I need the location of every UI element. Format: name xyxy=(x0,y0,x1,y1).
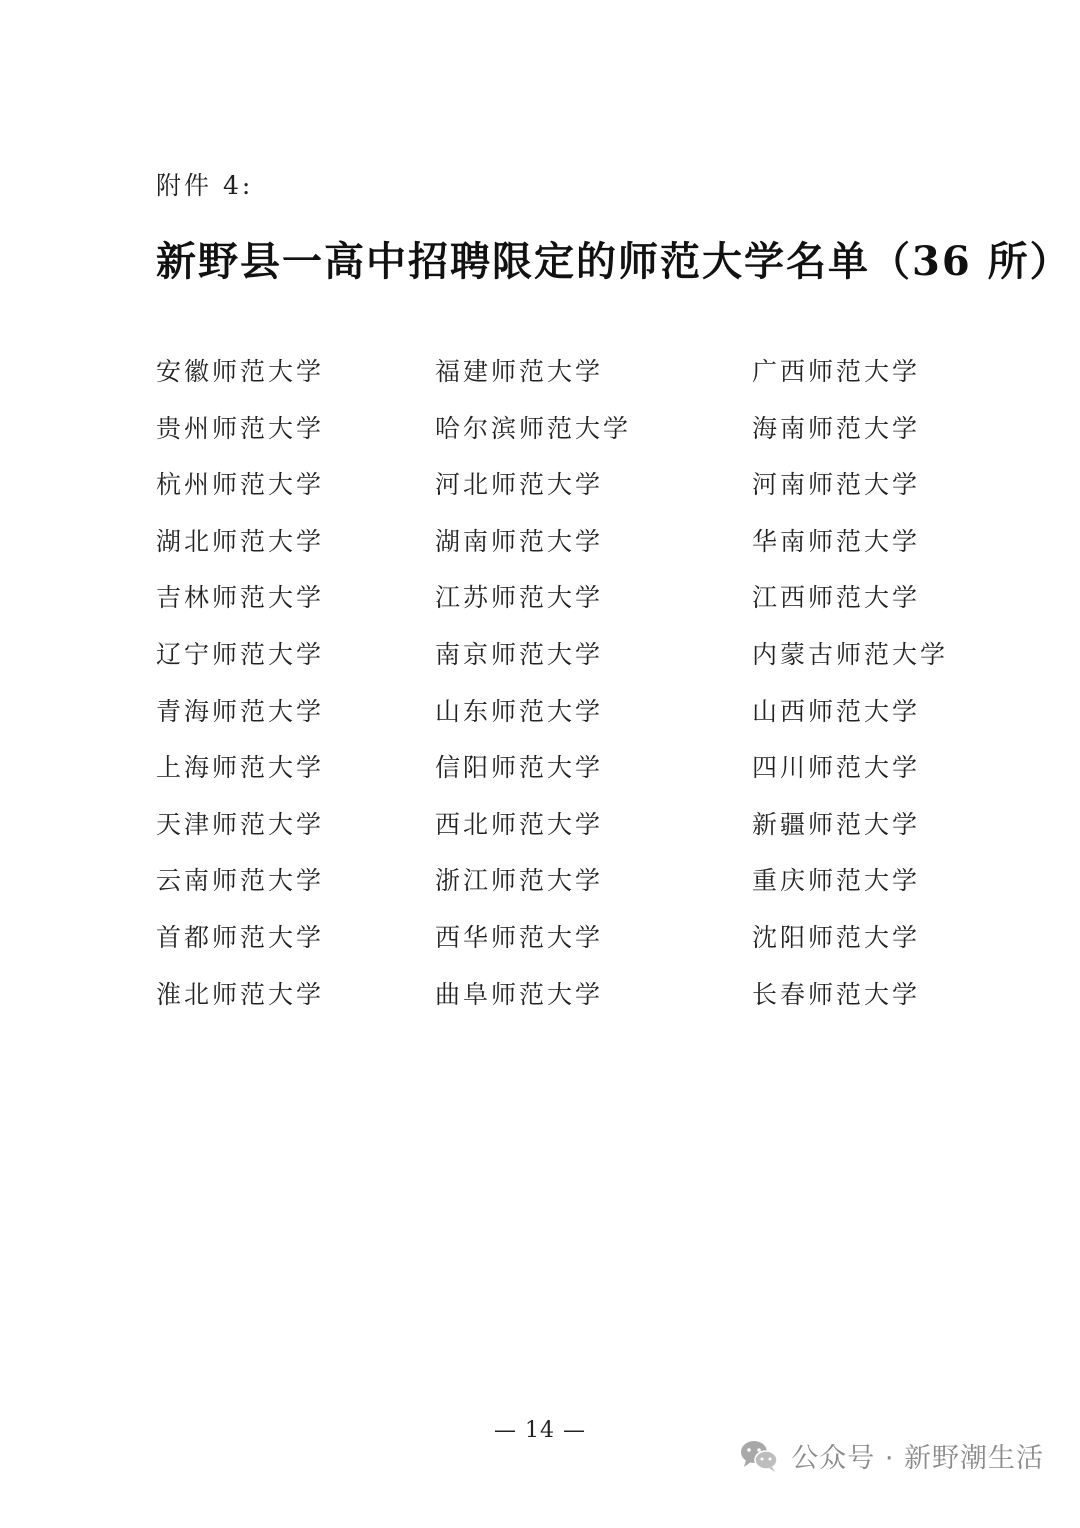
university-row xyxy=(0,409,1080,466)
university-row xyxy=(0,692,1080,749)
university-name: 海南师范大学 xyxy=(752,413,921,443)
university-name: 四川师范大学 xyxy=(752,753,921,783)
university-name: 辽宁师范大学 xyxy=(156,639,325,669)
university-name: 南京师范大学 xyxy=(435,639,604,669)
university-row xyxy=(0,975,1080,1032)
university-name: 湖北师范大学 xyxy=(156,526,325,556)
university-name: 天津师范大学 xyxy=(156,809,325,839)
university-name: 首都师范大学 xyxy=(156,922,325,952)
attachment-label: 附件 4: xyxy=(156,171,254,200)
university-name: 曲阜师范大学 xyxy=(435,979,604,1009)
university-row xyxy=(0,352,1080,409)
university-name: 湖南师范大学 xyxy=(435,526,604,556)
university-name: 青海师范大学 xyxy=(156,696,325,726)
wechat-icon xyxy=(739,1439,779,1473)
university-row xyxy=(0,748,1080,805)
university-row xyxy=(0,805,1080,862)
university-name: 淮北师范大学 xyxy=(156,979,325,1009)
university-name: 福建师范大学 xyxy=(435,357,604,386)
university-name: 西华师范大学 xyxy=(435,922,604,952)
university-name: 云南师范大学 xyxy=(156,866,325,896)
university-name: 河南师范大学 xyxy=(752,470,921,500)
university-name: 信阳师范大学 xyxy=(435,753,604,783)
university-name: 上海师范大学 xyxy=(156,753,325,783)
university-name: 安徽师范大学 xyxy=(156,357,325,386)
university-name: 沈阳师范大学 xyxy=(752,922,921,952)
university-name: 重庆师范大学 xyxy=(752,866,921,896)
university-name: 新疆师范大学 xyxy=(752,809,921,839)
university-name: 长春师范大学 xyxy=(752,979,921,1009)
watermark xyxy=(739,1436,1044,1475)
university-name: 吉林师范大学 xyxy=(156,583,325,613)
university-name: 华南师范大学 xyxy=(752,526,921,556)
university-name: 内蒙古师范大学 xyxy=(752,639,949,669)
university-name: 广西师范大学 xyxy=(752,357,921,386)
university-name: 杭州师范大学 xyxy=(156,470,325,500)
university-row xyxy=(0,522,1080,579)
university-row xyxy=(0,465,1080,522)
university-row xyxy=(0,635,1080,692)
university-name: 江苏师范大学 xyxy=(435,583,604,613)
university-name: 浙江师范大学 xyxy=(435,866,604,896)
university-name: 西北师范大学 xyxy=(435,809,604,839)
university-name: 贵州师范大学 xyxy=(156,413,325,443)
document-title: 新野县一高中招聘限定的师范大学名单（36 所） xyxy=(156,238,1072,285)
university-name: 山东师范大学 xyxy=(435,696,604,726)
university-list xyxy=(0,352,1080,1031)
university-name: 山西师范大学 xyxy=(752,696,921,726)
university-name: 河北师范大学 xyxy=(435,470,604,500)
university-row xyxy=(0,861,1080,918)
university-row xyxy=(0,918,1080,975)
page-number: — 14 — xyxy=(494,1418,586,1443)
university-row xyxy=(0,578,1080,635)
university-name: 哈尔滨师范大学 xyxy=(435,413,632,443)
university-name: 江西师范大学 xyxy=(752,583,921,613)
watermark-text: 公众号 · 新野潮生活 xyxy=(791,1443,1044,1474)
